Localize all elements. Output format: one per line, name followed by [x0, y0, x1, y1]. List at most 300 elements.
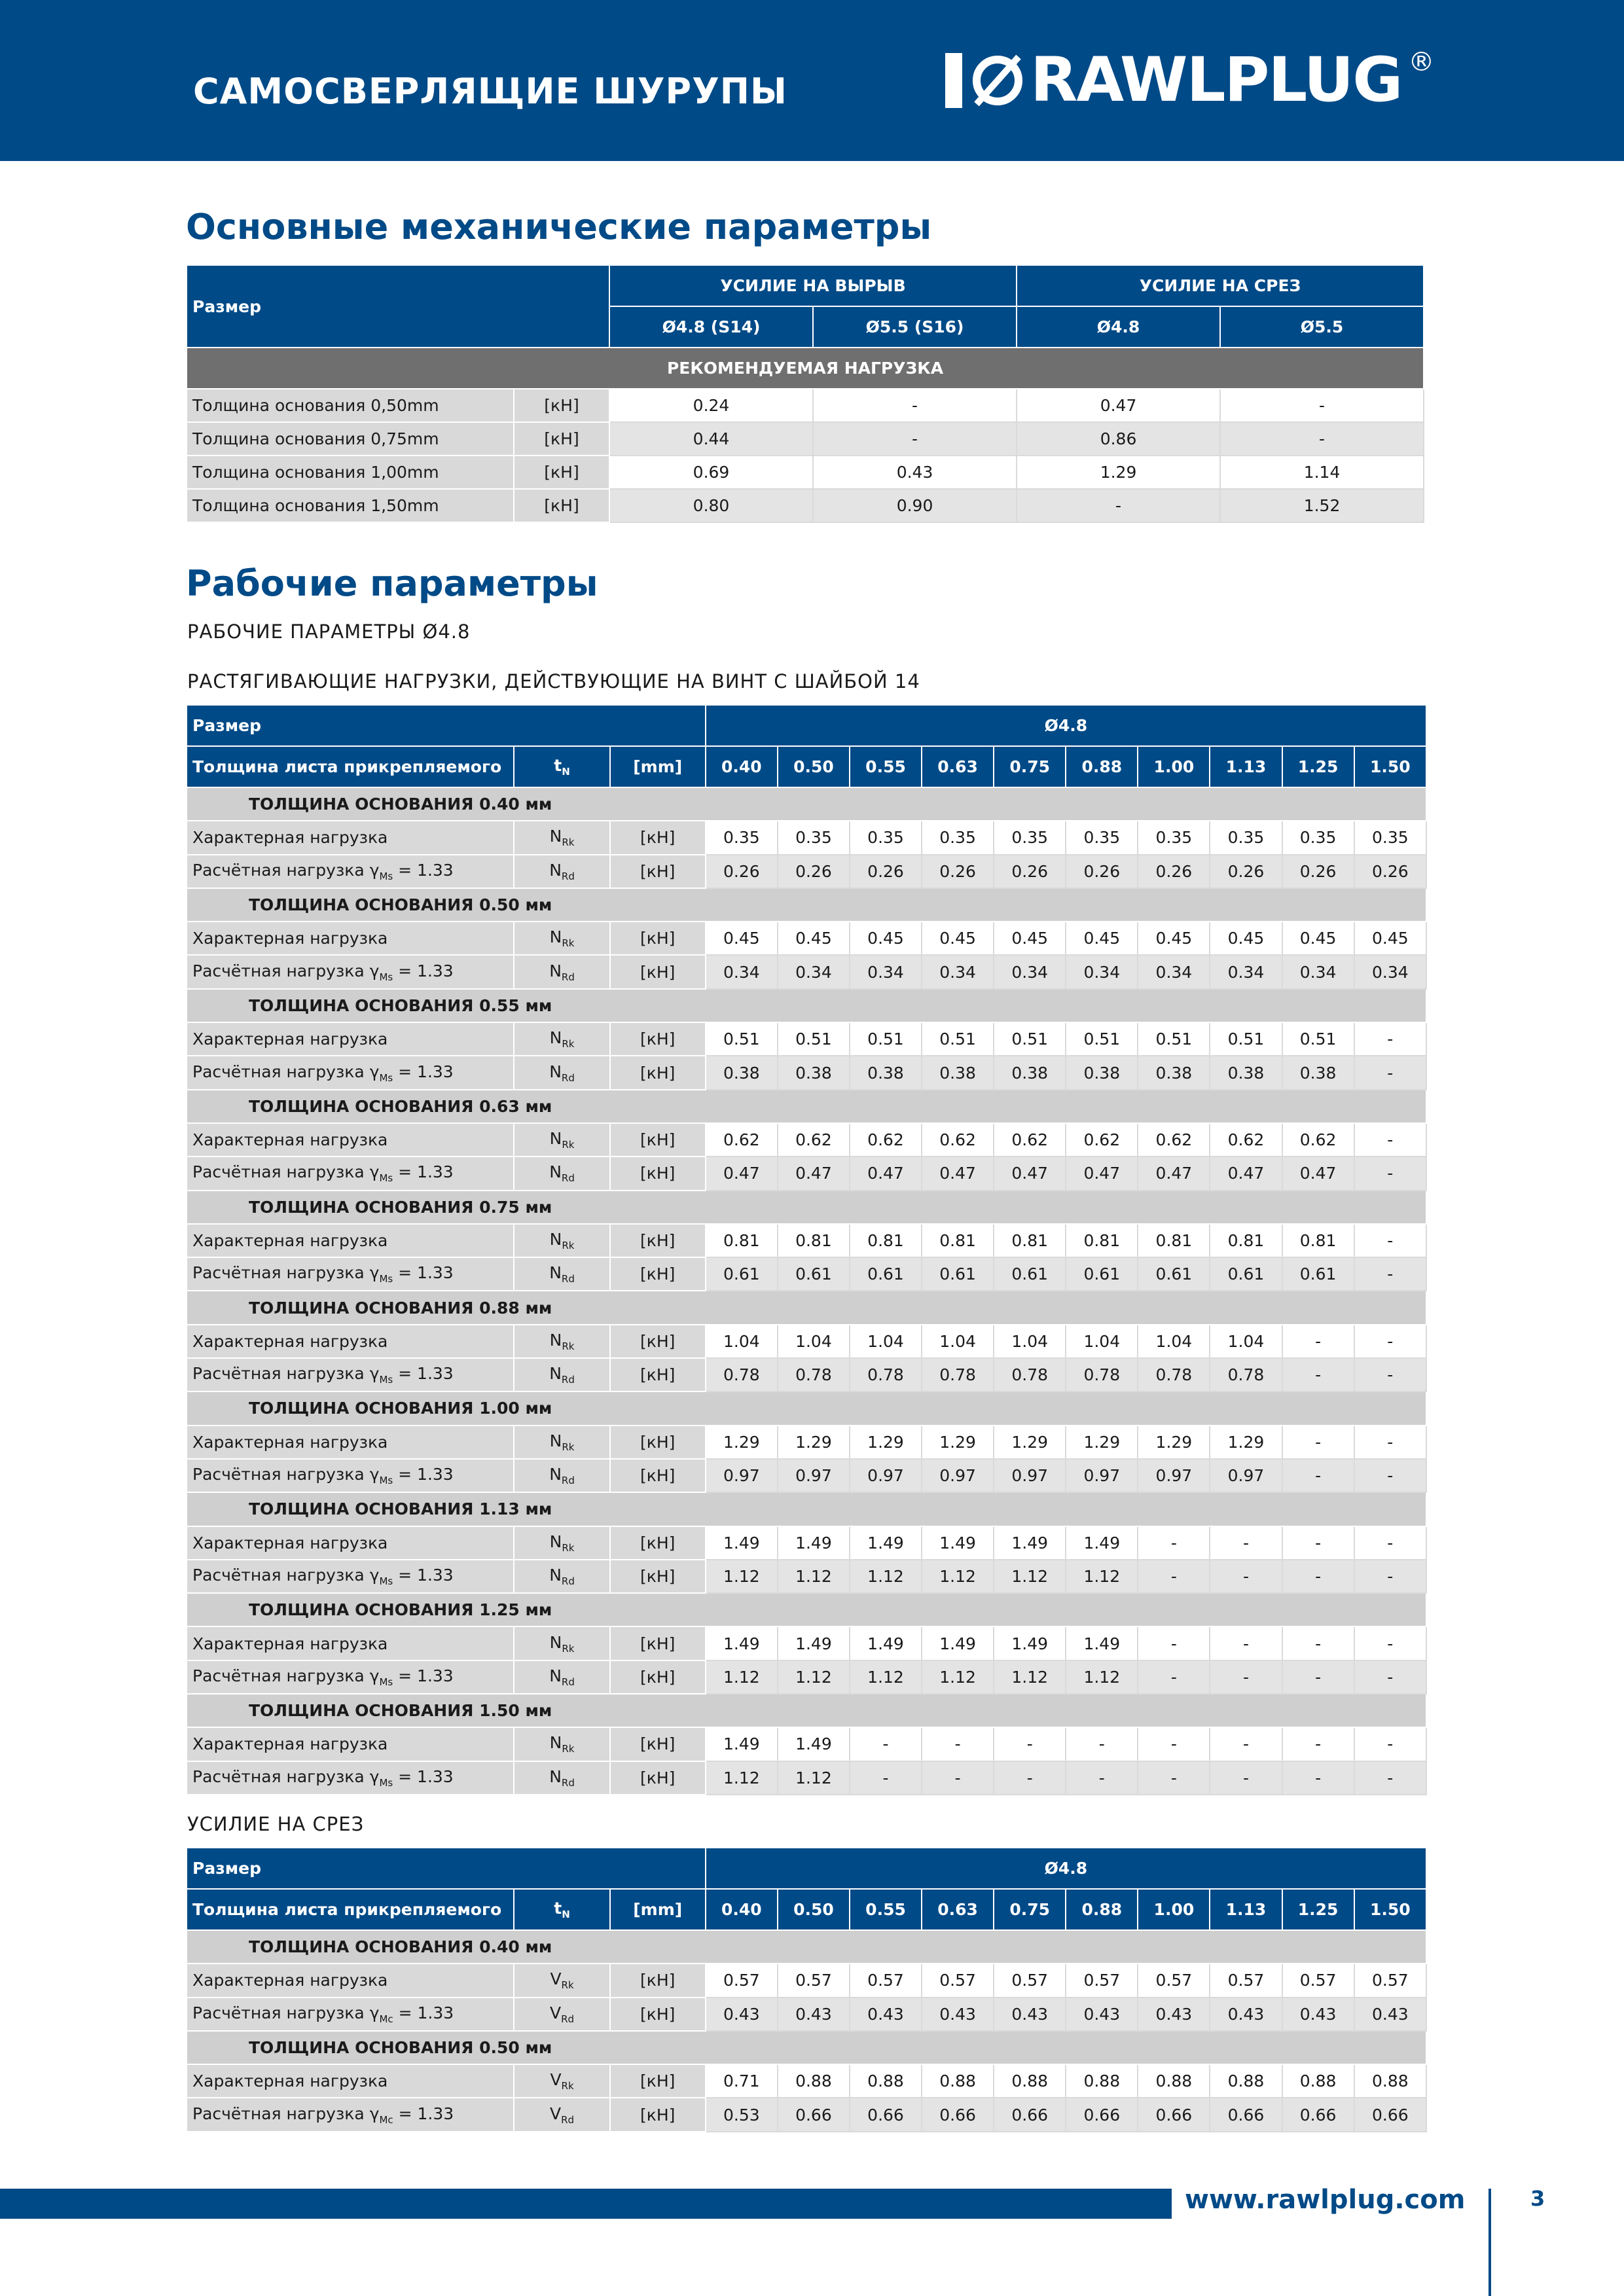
- tension-value-cell: 1.12: [778, 1660, 850, 1694]
- tension-value-cell: 0.62: [1138, 1123, 1210, 1157]
- tension-design-unit: [кН]: [610, 1761, 706, 1795]
- tension-value-cell: 0.61: [778, 1257, 850, 1291]
- tension-value-cell: 1.29: [1066, 1426, 1138, 1459]
- tension-value-cell: 1.04: [922, 1325, 994, 1358]
- tension-value-cell: 1.04: [778, 1325, 850, 1358]
- tension-col-header: 1.00: [1138, 746, 1210, 787]
- tension-value-cell: 0.34: [706, 955, 778, 988]
- mech-subheader: Ø4.8 (S14): [609, 306, 813, 348]
- tension-value-cell: 0.62: [994, 1123, 1066, 1157]
- tension-design-row: [187, 1157, 1426, 1190]
- tension-value-cell: 0.78: [850, 1358, 922, 1391]
- tension-value-cell: 0.47: [922, 1157, 994, 1190]
- tension-value-cell: -: [1282, 1560, 1354, 1593]
- tension-char-symbol: [514, 1426, 609, 1459]
- mech-subheader: Ø5.5: [1220, 306, 1424, 348]
- tension-value-cell: -: [1354, 1022, 1426, 1056]
- symbol-letter: N: [549, 827, 562, 846]
- tension-value-cell: -: [922, 1727, 994, 1761]
- tension-design-symbol: [514, 1660, 609, 1694]
- tension-value-cell: 0.35: [1138, 821, 1210, 854]
- shear-value-cell: 0.88: [850, 2064, 922, 2098]
- tension-design-label: [187, 1157, 514, 1190]
- symbol-subscript: Rd: [561, 971, 575, 983]
- tension-char-symbol: [514, 922, 609, 955]
- tension-value-cell: -: [1282, 1526, 1354, 1560]
- tension-char-label: Характерная нагрузка: [187, 1224, 514, 1257]
- tension-group-title: ТОЛЩИНА ОСНОВАНИЯ 0.40 мм: [187, 787, 1426, 821]
- tension-value-cell: 1.12: [778, 1560, 850, 1593]
- design-label-subscript: Ms: [379, 1575, 393, 1587]
- tension-value-cell: 0.61: [1138, 1257, 1210, 1291]
- tension-design-unit: [кН]: [610, 1358, 706, 1391]
- mech-cell: 0.24: [609, 389, 813, 422]
- tension-value-cell: 1.49: [994, 1526, 1066, 1560]
- design-label-suffix: = 1.33: [393, 860, 454, 880]
- symbol-subscript: Rd: [561, 2113, 575, 2126]
- tension-value-cell: 0.51: [922, 1022, 994, 1056]
- tension-value-cell: -: [1282, 1426, 1354, 1459]
- mech-cell: 0.47: [1017, 389, 1220, 422]
- tension-value-cell: 1.49: [922, 1526, 994, 1560]
- design-label-text: Расчётная нагрузка γ: [192, 1565, 380, 1585]
- shear-value-cell: 0.57: [1282, 1964, 1354, 1997]
- tension-char-label: Характерная нагрузка: [187, 1325, 514, 1358]
- tension-value-cell: 0.81: [1066, 1224, 1138, 1257]
- mech-cell: -: [813, 389, 1017, 422]
- shear-value-cell: 0.43: [850, 1998, 922, 2031]
- design-label-suffix: = 1.33: [393, 1364, 454, 1384]
- shear-char-row: [187, 1964, 1426, 1997]
- tension-value-cell: 0.38: [922, 1056, 994, 1089]
- tension-value-cell: 0.97: [850, 1459, 922, 1492]
- tension-value-cell: 0.26: [706, 855, 778, 888]
- shear-value-cell: 0.88: [1282, 2064, 1354, 2098]
- tension-value-cell: 1.12: [850, 1560, 922, 1593]
- tension-value-cell: 0.47: [1066, 1157, 1138, 1190]
- tension-value-cell: 1.12: [706, 1761, 778, 1795]
- tension-design-label: [187, 1056, 514, 1089]
- tension-char-symbol: [514, 1022, 609, 1056]
- tension-value-cell: 1.29: [850, 1426, 922, 1459]
- symbol-letter: N: [549, 1162, 562, 1182]
- tension-group-title: ТОЛЩИНА ОСНОВАНИЯ 1.25 мм: [187, 1593, 1426, 1626]
- tension-char-unit: [кН]: [610, 1325, 706, 1358]
- tension-value-cell: 0.97: [1066, 1459, 1138, 1492]
- tension-value-cell: 0.35: [994, 821, 1066, 854]
- tension-char-unit: [кН]: [610, 1727, 706, 1761]
- tension-col-header: 1.25: [1282, 746, 1354, 787]
- tension-value-cell: 0.81: [706, 1224, 778, 1257]
- tension-design-unit: [кН]: [610, 955, 706, 988]
- shear-value-cell: 0.57: [778, 1964, 850, 1997]
- tension-group-title: ТОЛЩИНА ОСНОВАНИЯ 0.88 мм: [187, 1291, 1426, 1324]
- shear-value-cell: 0.43: [706, 1998, 778, 2031]
- shear-value-cell: 0.66: [994, 2098, 1066, 2131]
- tension-value-cell: 0.45: [1066, 922, 1138, 955]
- mech-cell: -: [1220, 422, 1424, 456]
- design-label-suffix: = 1.33: [393, 1465, 454, 1484]
- tension-value-cell: 1.49: [706, 1526, 778, 1560]
- tension-value-cell: 0.35: [706, 821, 778, 854]
- tension-size-label: Размер: [187, 705, 706, 746]
- mech-row-label: Толщина основания 1,00mm: [187, 456, 514, 489]
- mech-size-header: Размер: [187, 265, 609, 348]
- mech-cell: 1.52: [1220, 489, 1424, 522]
- tension-value-cell: 0.26: [994, 855, 1066, 888]
- shear-value-cell: 0.88: [1066, 2064, 1138, 2098]
- tension-value-cell: -: [1282, 1325, 1354, 1358]
- shear-design-row: [187, 2098, 1426, 2131]
- tension-value-cell: 1.04: [1066, 1325, 1138, 1358]
- tension-value-cell: 0.34: [922, 955, 994, 988]
- shear-value-cell: 0.57: [1066, 1964, 1138, 1997]
- design-label-suffix: = 1.33: [393, 961, 454, 980]
- header-title: САМОСВЕРЛЯЩИЕ ШУРУПЫ: [193, 71, 787, 112]
- tension-value-cell: 0.45: [1282, 922, 1354, 955]
- tension-value-cell: 0.51: [994, 1022, 1066, 1056]
- tension-value-cell: -: [1282, 1727, 1354, 1761]
- shear-value-cell: 0.43: [1354, 1998, 1426, 2031]
- tension-value-cell: 0.26: [850, 855, 922, 888]
- symbol-subscript: Rk: [562, 1441, 575, 1453]
- tension-value-cell: 0.97: [706, 1459, 778, 1492]
- symbol-subscript: Rk: [562, 1038, 575, 1050]
- symbol-letter: V: [550, 2003, 562, 2022]
- tension-value-cell: 1.04: [994, 1325, 1066, 1358]
- shear-col-header: 0.88: [1066, 1889, 1138, 1930]
- symbol-letter: V: [550, 2070, 562, 2090]
- tension-char-unit: [кН]: [610, 922, 706, 955]
- tension-value-cell: 0.26: [1138, 855, 1210, 888]
- tension-design-unit: [кН]: [610, 1257, 706, 1291]
- tension-char-row: [187, 1022, 1426, 1056]
- shear-char-unit: [кН]: [610, 1964, 706, 1997]
- mech-subheader: Ø4.8: [1017, 306, 1220, 348]
- symbol-subscript: N: [562, 766, 570, 778]
- symbol-letter: N: [549, 1230, 562, 1249]
- tension-value-cell: 0.81: [778, 1224, 850, 1257]
- tension-value-cell: -: [1138, 1626, 1210, 1660]
- tension-value-cell: 1.29: [1210, 1426, 1282, 1459]
- tension-value-cell: 0.34: [850, 955, 922, 988]
- tension-value-cell: -: [1354, 1056, 1426, 1089]
- tension-char-row: [187, 1727, 1426, 1761]
- tension-value-cell: -: [1282, 1761, 1354, 1795]
- mech-params-table: [186, 264, 1424, 523]
- tension-value-cell: 0.62: [1282, 1123, 1354, 1157]
- mech-cell: 0.90: [813, 489, 1017, 522]
- shear-value-cell: 0.66: [778, 2098, 850, 2131]
- tension-char-row: [187, 1526, 1426, 1560]
- symbol-letter: N: [549, 1565, 562, 1585]
- tension-value-cell: -: [1138, 1560, 1210, 1593]
- design-label-subscript: Mc: [379, 2113, 393, 2126]
- tension-value-cell: 1.04: [1210, 1325, 1282, 1358]
- tension-value-cell: 1.29: [778, 1426, 850, 1459]
- page-number: 3: [1530, 2186, 1545, 2211]
- tension-value-cell: 0.38: [850, 1056, 922, 1089]
- shear-col-header: 0.40: [706, 1889, 778, 1930]
- footer-url[interactable]: www.rawlplug.com: [1185, 2185, 1466, 2215]
- mech-cell: 0.69: [609, 456, 813, 489]
- tension-value-cell: -: [994, 1761, 1066, 1795]
- tension-value-cell: 0.47: [1210, 1157, 1282, 1190]
- tension-value-cell: 0.38: [1282, 1056, 1354, 1089]
- shear-value-cell: 0.88: [1354, 2064, 1426, 2098]
- shear-char-symbol: [514, 1964, 609, 1997]
- mech-pull-header: УСИЛИЕ НА ВЫРЫВ: [609, 265, 1017, 306]
- tension-char-row: [187, 821, 1426, 854]
- tension-value-cell: -: [1210, 1761, 1282, 1795]
- design-label-text: Расчётная нагрузка γ: [192, 2104, 380, 2123]
- tension-value-cell: 1.49: [922, 1626, 994, 1660]
- design-label-suffix: = 1.33: [393, 2003, 454, 2022]
- tension-value-cell: 0.97: [922, 1459, 994, 1492]
- symbol-letter: N: [549, 1028, 562, 1048]
- tension-value-cell: 0.38: [994, 1056, 1066, 1089]
- tension-col-header: 0.40: [706, 746, 778, 787]
- symbol-letter: t: [554, 756, 562, 775]
- tension-col-header: 0.88: [1066, 746, 1138, 787]
- tension-char-unit: [кН]: [610, 1022, 706, 1056]
- tension-value-cell: 1.49: [778, 1727, 850, 1761]
- design-label-text: Расчётная нагрузка γ: [192, 1062, 380, 1081]
- tension-value-cell: 1.12: [850, 1660, 922, 1694]
- tension-value-cell: 1.12: [994, 1660, 1066, 1694]
- tension-col-header: 0.75: [994, 746, 1066, 787]
- tension-value-cell: -: [1138, 1526, 1210, 1560]
- shear-col-header: 0.75: [994, 1889, 1066, 1930]
- tension-value-cell: 0.45: [1138, 922, 1210, 955]
- tension-col-header: 1.13: [1210, 746, 1282, 787]
- shear-col-header: 1.00: [1138, 1889, 1210, 1930]
- tension-char-label: Характерная нагрузка: [187, 1123, 514, 1157]
- design-label-text: Расчётная нагрузка γ: [192, 1767, 380, 1786]
- tension-char-unit: [кН]: [610, 1123, 706, 1157]
- tension-value-cell: 0.47: [850, 1157, 922, 1190]
- tension-value-cell: 0.78: [1066, 1358, 1138, 1391]
- shear-value-cell: 0.88: [1138, 2064, 1210, 2098]
- shear-value-cell: 0.57: [706, 1964, 778, 1997]
- tension-char-symbol: [514, 1727, 609, 1761]
- tension-value-cell: 0.62: [778, 1123, 850, 1157]
- tension-design-label: [187, 1459, 514, 1492]
- tension-value-cell: 0.45: [850, 922, 922, 955]
- work-section-title: Рабочие параметры: [186, 563, 598, 604]
- tension-value-cell: -: [922, 1761, 994, 1795]
- tension-value-cell: -: [1282, 1459, 1354, 1492]
- design-label-suffix: = 1.33: [393, 1062, 454, 1081]
- symbol-subscript: Rk: [561, 2080, 574, 2092]
- tension-design-row: [187, 1257, 1426, 1291]
- tension-group-title: ТОЛЩИНА ОСНОВАНИЯ 0.55 мм: [187, 989, 1426, 1022]
- symbol-letter: N: [549, 1733, 562, 1753]
- tension-char-row: [187, 1426, 1426, 1459]
- symbol-subscript: Rd: [561, 1172, 575, 1185]
- tension-value-cell: 0.38: [778, 1056, 850, 1089]
- mech-cell: 0.80: [609, 489, 813, 522]
- tension-value-cell: 1.29: [994, 1426, 1066, 1459]
- design-label-text: Расчётная нагрузка γ: [192, 1465, 380, 1484]
- shear-design-symbol: [514, 2098, 609, 2131]
- tension-value-cell: 1.12: [922, 1560, 994, 1593]
- tension-value-cell: -: [1066, 1761, 1138, 1795]
- tension-value-cell: -: [1354, 1325, 1426, 1358]
- tension-value-cell: 1.29: [922, 1426, 994, 1459]
- symbol-subscript: Rk: [561, 1979, 574, 1992]
- shear-char-label: Характерная нагрузка: [187, 2064, 514, 2098]
- tension-value-cell: -: [1138, 1761, 1210, 1795]
- symbol-subscript: Rd: [561, 1776, 575, 1789]
- tension-value-cell: 0.62: [1066, 1123, 1138, 1157]
- tension-value-cell: 0.47: [706, 1157, 778, 1190]
- design-label-subscript: Ms: [379, 1172, 393, 1185]
- tension-value-cell: 0.61: [1282, 1257, 1354, 1291]
- tension-value-cell: 0.97: [994, 1459, 1066, 1492]
- tension-value-cell: -: [1354, 1257, 1426, 1291]
- mech-row-unit: [кН]: [514, 489, 609, 522]
- tension-group-title: ТОЛЩИНА ОСНОВАНИЯ 0.50 мм: [187, 888, 1426, 922]
- tension-value-cell: 0.62: [706, 1123, 778, 1157]
- mech-cell: 1.14: [1220, 456, 1424, 489]
- tension-value-cell: 1.49: [778, 1526, 850, 1560]
- tension-char-row: [187, 1626, 1426, 1660]
- tension-value-cell: 0.51: [1282, 1022, 1354, 1056]
- tension-design-row: [187, 1560, 1426, 1593]
- tension-value-cell: 0.35: [778, 821, 850, 854]
- design-label-text: Расчётная нагрузка γ: [192, 1162, 380, 1182]
- mech-cell: -: [813, 422, 1017, 456]
- tension-group-title: ТОЛЩИНА ОСНОВАНИЯ 0.75 мм: [187, 1191, 1426, 1224]
- tension-design-symbol: [514, 1560, 609, 1593]
- symbol-subscript: Rk: [562, 1240, 575, 1251]
- registered-mark: ®: [1408, 47, 1435, 77]
- tension-value-cell: -: [1210, 1560, 1282, 1593]
- tension-design-symbol: [514, 1459, 609, 1492]
- shear-design-label: [187, 2098, 514, 2131]
- tension-value-cell: 0.35: [1066, 821, 1138, 854]
- tension-value-cell: -: [1354, 1157, 1426, 1190]
- tension-value-cell: 0.51: [1138, 1022, 1210, 1056]
- shear-value-cell: 0.66: [1138, 2098, 1210, 2131]
- tension-value-cell: -: [1354, 1426, 1426, 1459]
- tension-value-cell: 0.26: [1282, 855, 1354, 888]
- tension-char-unit: [кН]: [610, 821, 706, 854]
- tension-value-cell: 0.61: [1066, 1257, 1138, 1291]
- symbol-subscript: Rd: [561, 1676, 575, 1688]
- shear-value-cell: 0.53: [706, 2098, 778, 2131]
- symbol-subscript: Rk: [562, 1340, 575, 1352]
- mech-cell: -: [1220, 389, 1424, 422]
- tension-value-cell: -: [1354, 1560, 1426, 1593]
- tension-design-row: [187, 1459, 1426, 1492]
- design-label-subscript: Ms: [379, 1273, 393, 1285]
- symbol-letter: N: [549, 1129, 562, 1149]
- symbol-subscript: Rk: [562, 937, 575, 950]
- tension-col-header: 0.63: [922, 746, 994, 787]
- symbol-letter: N: [549, 1465, 562, 1484]
- shear-value-cell: 0.66: [1210, 2098, 1282, 2131]
- symbol-letter: t: [554, 1899, 562, 1918]
- mech-row: [187, 422, 1424, 456]
- tension-design-row: [187, 1056, 1426, 1089]
- tension-group-title: ТОЛЩИНА ОСНОВАНИЯ 0.63 мм: [187, 1090, 1426, 1123]
- tension-value-cell: 1.12: [994, 1560, 1066, 1593]
- shear-char-row: [187, 2064, 1426, 2098]
- shear-design-unit: [кН]: [610, 2098, 706, 2131]
- tension-value-cell: -: [1210, 1660, 1282, 1694]
- shear-char-symbol: [514, 2064, 609, 2098]
- tension-value-cell: 0.47: [1138, 1157, 1210, 1190]
- tension-value-cell: 0.51: [706, 1022, 778, 1056]
- mech-cell: 0.43: [813, 456, 1017, 489]
- shear-value-cell: 0.66: [1066, 2098, 1138, 2131]
- mech-cell: 0.86: [1017, 422, 1220, 456]
- footer-divider: [1489, 2189, 1491, 2296]
- tension-value-cell: 0.26: [922, 855, 994, 888]
- shear-unit-mm: [mm]: [610, 1889, 706, 1930]
- tension-value-cell: 1.49: [850, 1626, 922, 1660]
- mech-row: [187, 456, 1424, 489]
- shear-value-cell: 0.88: [994, 2064, 1066, 2098]
- mech-recommended-load: РЕКОМЕНДУЕМАЯ НАГРУЗКА: [187, 348, 1424, 389]
- tension-value-cell: 0.47: [778, 1157, 850, 1190]
- tension-table: [186, 704, 1427, 1795]
- tension-char-label: Характерная нагрузка: [187, 1426, 514, 1459]
- design-label-text: Расчётная нагрузка γ: [192, 1666, 380, 1685]
- tension-value-cell: -: [994, 1727, 1066, 1761]
- design-label-subscript: Ms: [379, 971, 393, 983]
- tension-symbol: [514, 746, 609, 787]
- shear-group-title: ТОЛЩИНА ОСНОВАНИЯ 0.40 мм: [187, 1930, 1426, 1964]
- symbol-subscript: Rd: [561, 1575, 575, 1587]
- mech-row-label: Толщина основания 0,75mm: [187, 422, 514, 456]
- tension-char-row: [187, 1325, 1426, 1358]
- design-label-text: Расчётная нагрузка γ: [192, 1263, 380, 1283]
- tension-value-cell: 1.29: [706, 1426, 778, 1459]
- tension-value-cell: -: [1354, 1526, 1426, 1560]
- tension-value-cell: 0.78: [994, 1358, 1066, 1391]
- mech-shear-header: УСИЛИЕ НА СРЕЗ: [1017, 265, 1424, 306]
- tension-value-cell: 0.45: [706, 922, 778, 955]
- symbol-subscript: Rk: [562, 1541, 575, 1554]
- tension-char-symbol: [514, 1123, 609, 1157]
- tension-value-cell: 1.04: [1138, 1325, 1210, 1358]
- tension-char-label: Характерная нагрузка: [187, 1626, 514, 1660]
- tension-value-cell: -: [1210, 1526, 1282, 1560]
- symbol-letter: N: [549, 1062, 562, 1081]
- tension-value-cell: 0.51: [1066, 1022, 1138, 1056]
- tension-char-label: Характерная нагрузка: [187, 1727, 514, 1761]
- tension-value-cell: 0.26: [778, 855, 850, 888]
- symbol-subscript: Rd: [561, 870, 575, 882]
- shear-value-cell: 0.57: [1210, 1964, 1282, 1997]
- design-label-suffix: = 1.33: [393, 1565, 454, 1585]
- design-label-text: Расчётная нагрузка γ: [192, 961, 380, 980]
- design-label-subscript: Ms: [379, 1776, 393, 1789]
- symbol-subscript: Rd: [561, 1273, 575, 1285]
- mech-row: [187, 389, 1424, 422]
- tension-design-label: [187, 1560, 514, 1593]
- mech-cell: 0.44: [609, 422, 813, 456]
- tension-value-cell: -: [1066, 1727, 1138, 1761]
- tension-value-cell: 1.49: [778, 1626, 850, 1660]
- symbol-letter: N: [549, 1263, 562, 1283]
- tension-value-cell: 0.26: [1354, 855, 1426, 888]
- tension-value-cell: 0.97: [778, 1459, 850, 1492]
- shear-value-cell: 0.88: [1210, 2064, 1282, 2098]
